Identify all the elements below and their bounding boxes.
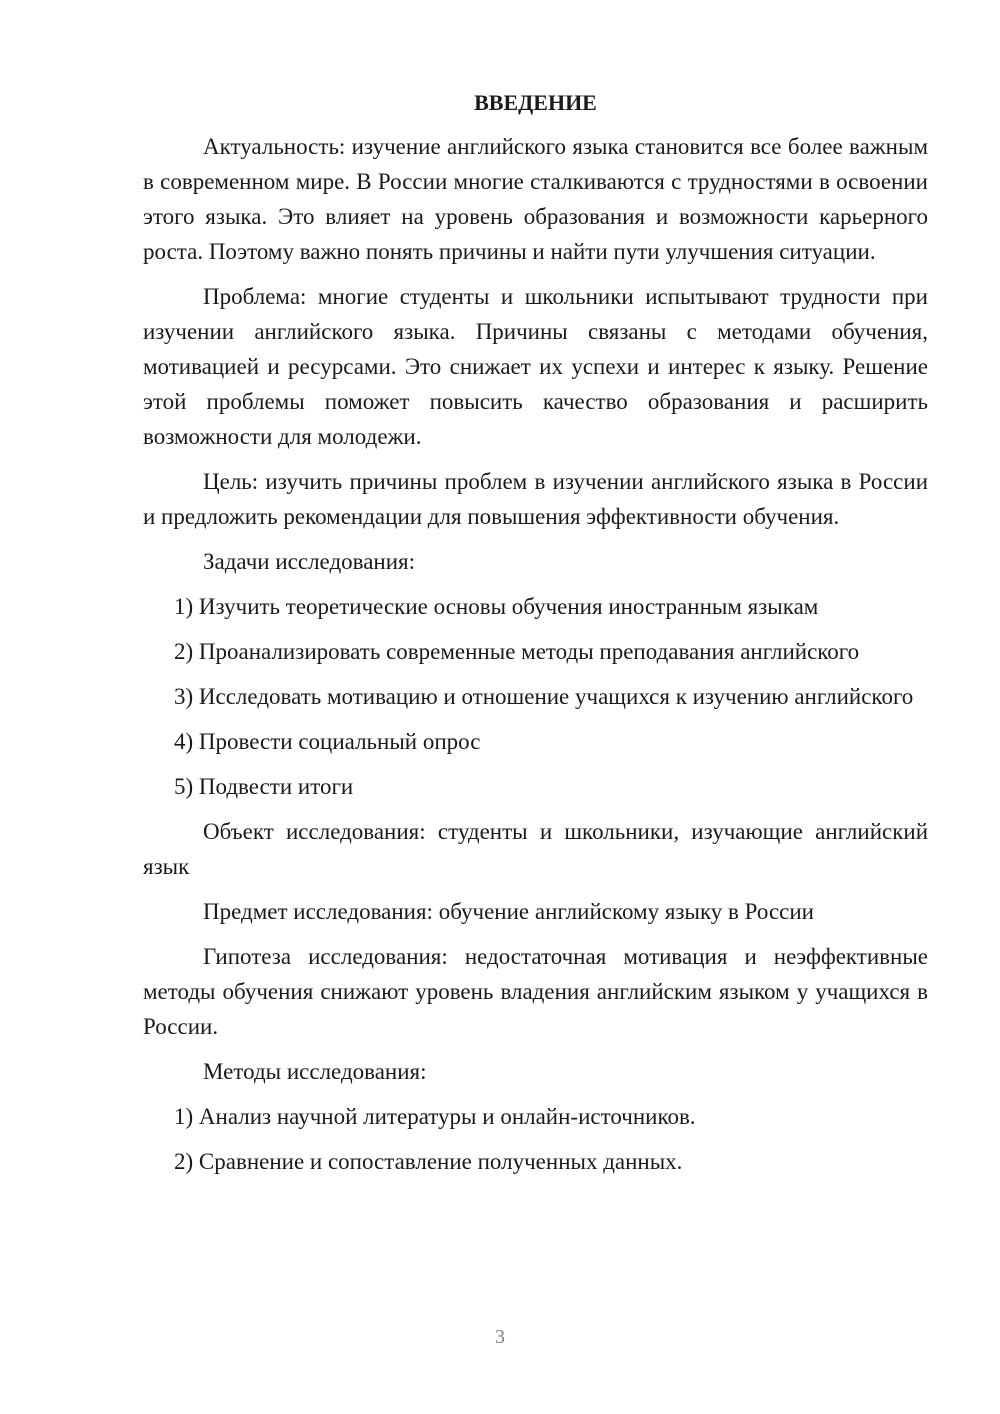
task-item-5: 5) Подвести итоги <box>174 774 354 799</box>
task-item-1: 1) Изучить теоретические основы обучения иностранным языкам <box>174 594 819 619</box>
task-item-2: 2) Проанализировать современные методы преподавания английского <box>174 639 860 664</box>
subject-paragraph: Предмет исследования: обучение английскому языку в России <box>203 899 814 924</box>
problem-paragraph: Проблема: многие студенты и школьники испытывают трудности при изучении английского языка. Причины связаны с методами обучения, мотивацией и ресурсами. Это снижает их успехи и интерес к языку. Решение этой проблемы поможет повысить качество образования и расширить возможности для молодежи. <box>143 284 928 449</box>
goal-paragraph: Цель: изучить причины проблем в изучении английского языка в России и предложить рекомендации для повышения эффективности обучения. <box>143 469 928 529</box>
methods-heading: Методы исследования: <box>203 1059 427 1084</box>
document-page <box>143 88 928 1189</box>
relevance-paragraph: Актуальность: изучение английского языка становится все более важным в современном мире. В России многие сталкиваются с трудностями в освоении этого языка. Это влияет на уровень образования и возможности карьерного роста. Поэтому важно понять причины и найти пути улучшения ситуации. <box>143 134 928 264</box>
document-title: ВВЕДЕНИЕ <box>474 90 597 115</box>
method-item-1: 1) Анализ научной литературы и онлайн-источников. <box>174 1104 696 1129</box>
method-item-2: 2) Сравнение и сопоставление полученных данных. <box>174 1149 683 1174</box>
page-number: 3 <box>495 1326 505 1348</box>
hypothesis-paragraph: Гипотеза исследования: недостаточная мотивация и неэффективные методы обучения снижают уровень владения английским языком у учащихся в России. <box>143 944 928 1039</box>
object-paragraph: Объект исследования: студенты и школьники, изучающие английский язык <box>143 819 928 879</box>
tasks-heading: Задачи исследования: <box>203 549 416 574</box>
task-item-3: 3) Исследовать мотивацию и отношение учащихся к изучению английского <box>174 684 914 709</box>
task-item-4: 4) Провести социальный опрос <box>174 729 481 754</box>
